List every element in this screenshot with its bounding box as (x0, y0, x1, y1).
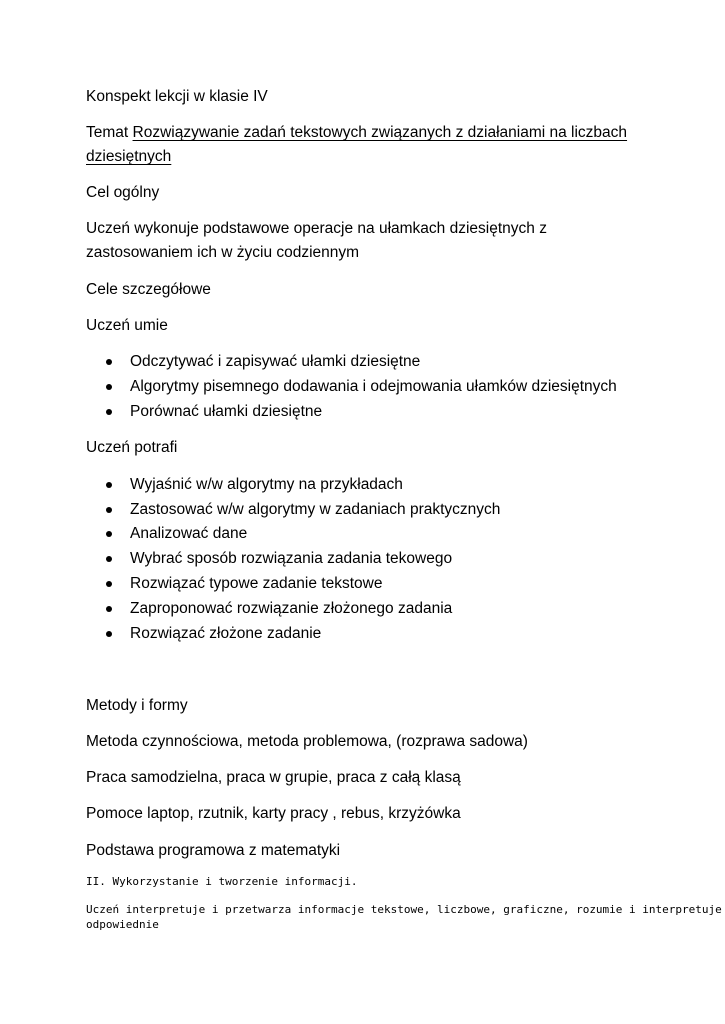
curriculum-heading: Podstawa programowa z matematyki (86, 842, 341, 859)
aids-line: Pomoce laptop, rzutnik, karty pracy , rebus, krzyżówka (86, 805, 461, 822)
list-item-text: Rozwiązać typowe zadanie tekstowe (130, 575, 383, 592)
knows-heading: Uczeń umie (86, 317, 168, 334)
can-heading: Uczeń potrafi (86, 439, 178, 456)
document-title: Konspekt lekcji w klasie IV (86, 88, 268, 105)
general-goal-heading: Cel ogólny (86, 184, 160, 201)
topic-text-line2: dziesiętnych (86, 148, 172, 165)
topic-line (86, 123, 627, 143)
bullet-icon (106, 507, 112, 513)
bullet-icon (106, 384, 112, 390)
general-goal-line2: zastosowaniem ich w życiu codziennym (86, 244, 360, 261)
list-item-text: Zaproponować rozwiązanie złożonego zadania (130, 600, 453, 617)
list-item-text: Zastosować w/w algorytmy w zadaniach praktycznych (130, 501, 501, 518)
topic-text-line2-wrap (86, 147, 171, 167)
bullet-icon (106, 482, 112, 488)
methods-heading: Metody i formy (86, 697, 188, 714)
topic-text-line1: Rozwiązywanie zadań tekstowych związanych z działaniami na liczbach (132, 124, 628, 141)
list-item-text: Odczytywać i zapisywać ułamki dziesiętne (130, 353, 421, 370)
list-item-text: Algorytmy pisemnego dodawania i odejmowania ułamków dziesiętnych (130, 378, 617, 395)
curriculum-section: II. Wykorzystanie i tworzenie informacji. (86, 875, 358, 888)
topic-label: Temat (86, 124, 129, 141)
list-item-text: Porównać ułamki dziesiętne (130, 403, 323, 420)
list-item-text: Wyjaśnić w/w algorytmy na przykładach (130, 476, 403, 493)
bullet-icon (106, 359, 112, 365)
methods-line: Metoda czynnościowa, metoda problemowa, (rozprawa sadowa) (86, 733, 528, 750)
list-item-text: Rozwiązać złożone zadanie (130, 625, 322, 642)
list-item-text: Wybrać sposób rozwiązania zadania tekowego (130, 550, 453, 567)
bullet-icon (106, 631, 112, 637)
curriculum-desc-line1: Uczeń interpretuje i przetwarza informacje tekstowe, liczbowe, graficzne, rozumie i interpretuje (86, 903, 722, 916)
bullet-icon (106, 606, 112, 612)
bullet-icon (106, 531, 112, 537)
curriculum-desc-line2: odpowiednie (86, 918, 159, 931)
general-goal-line1: Uczeń wykonuje podstawowe operacje na ułamkach dziesiętnych z (86, 220, 547, 237)
bullet-icon (106, 581, 112, 587)
bullet-icon (106, 409, 112, 415)
bullet-icon (106, 556, 112, 562)
list-item-text: Analizować dane (130, 525, 248, 542)
forms-line: Praca samodzielna, praca w grupie, praca z całą klasą (86, 769, 461, 786)
detailed-goals-heading: Cele szczegółowe (86, 281, 211, 298)
